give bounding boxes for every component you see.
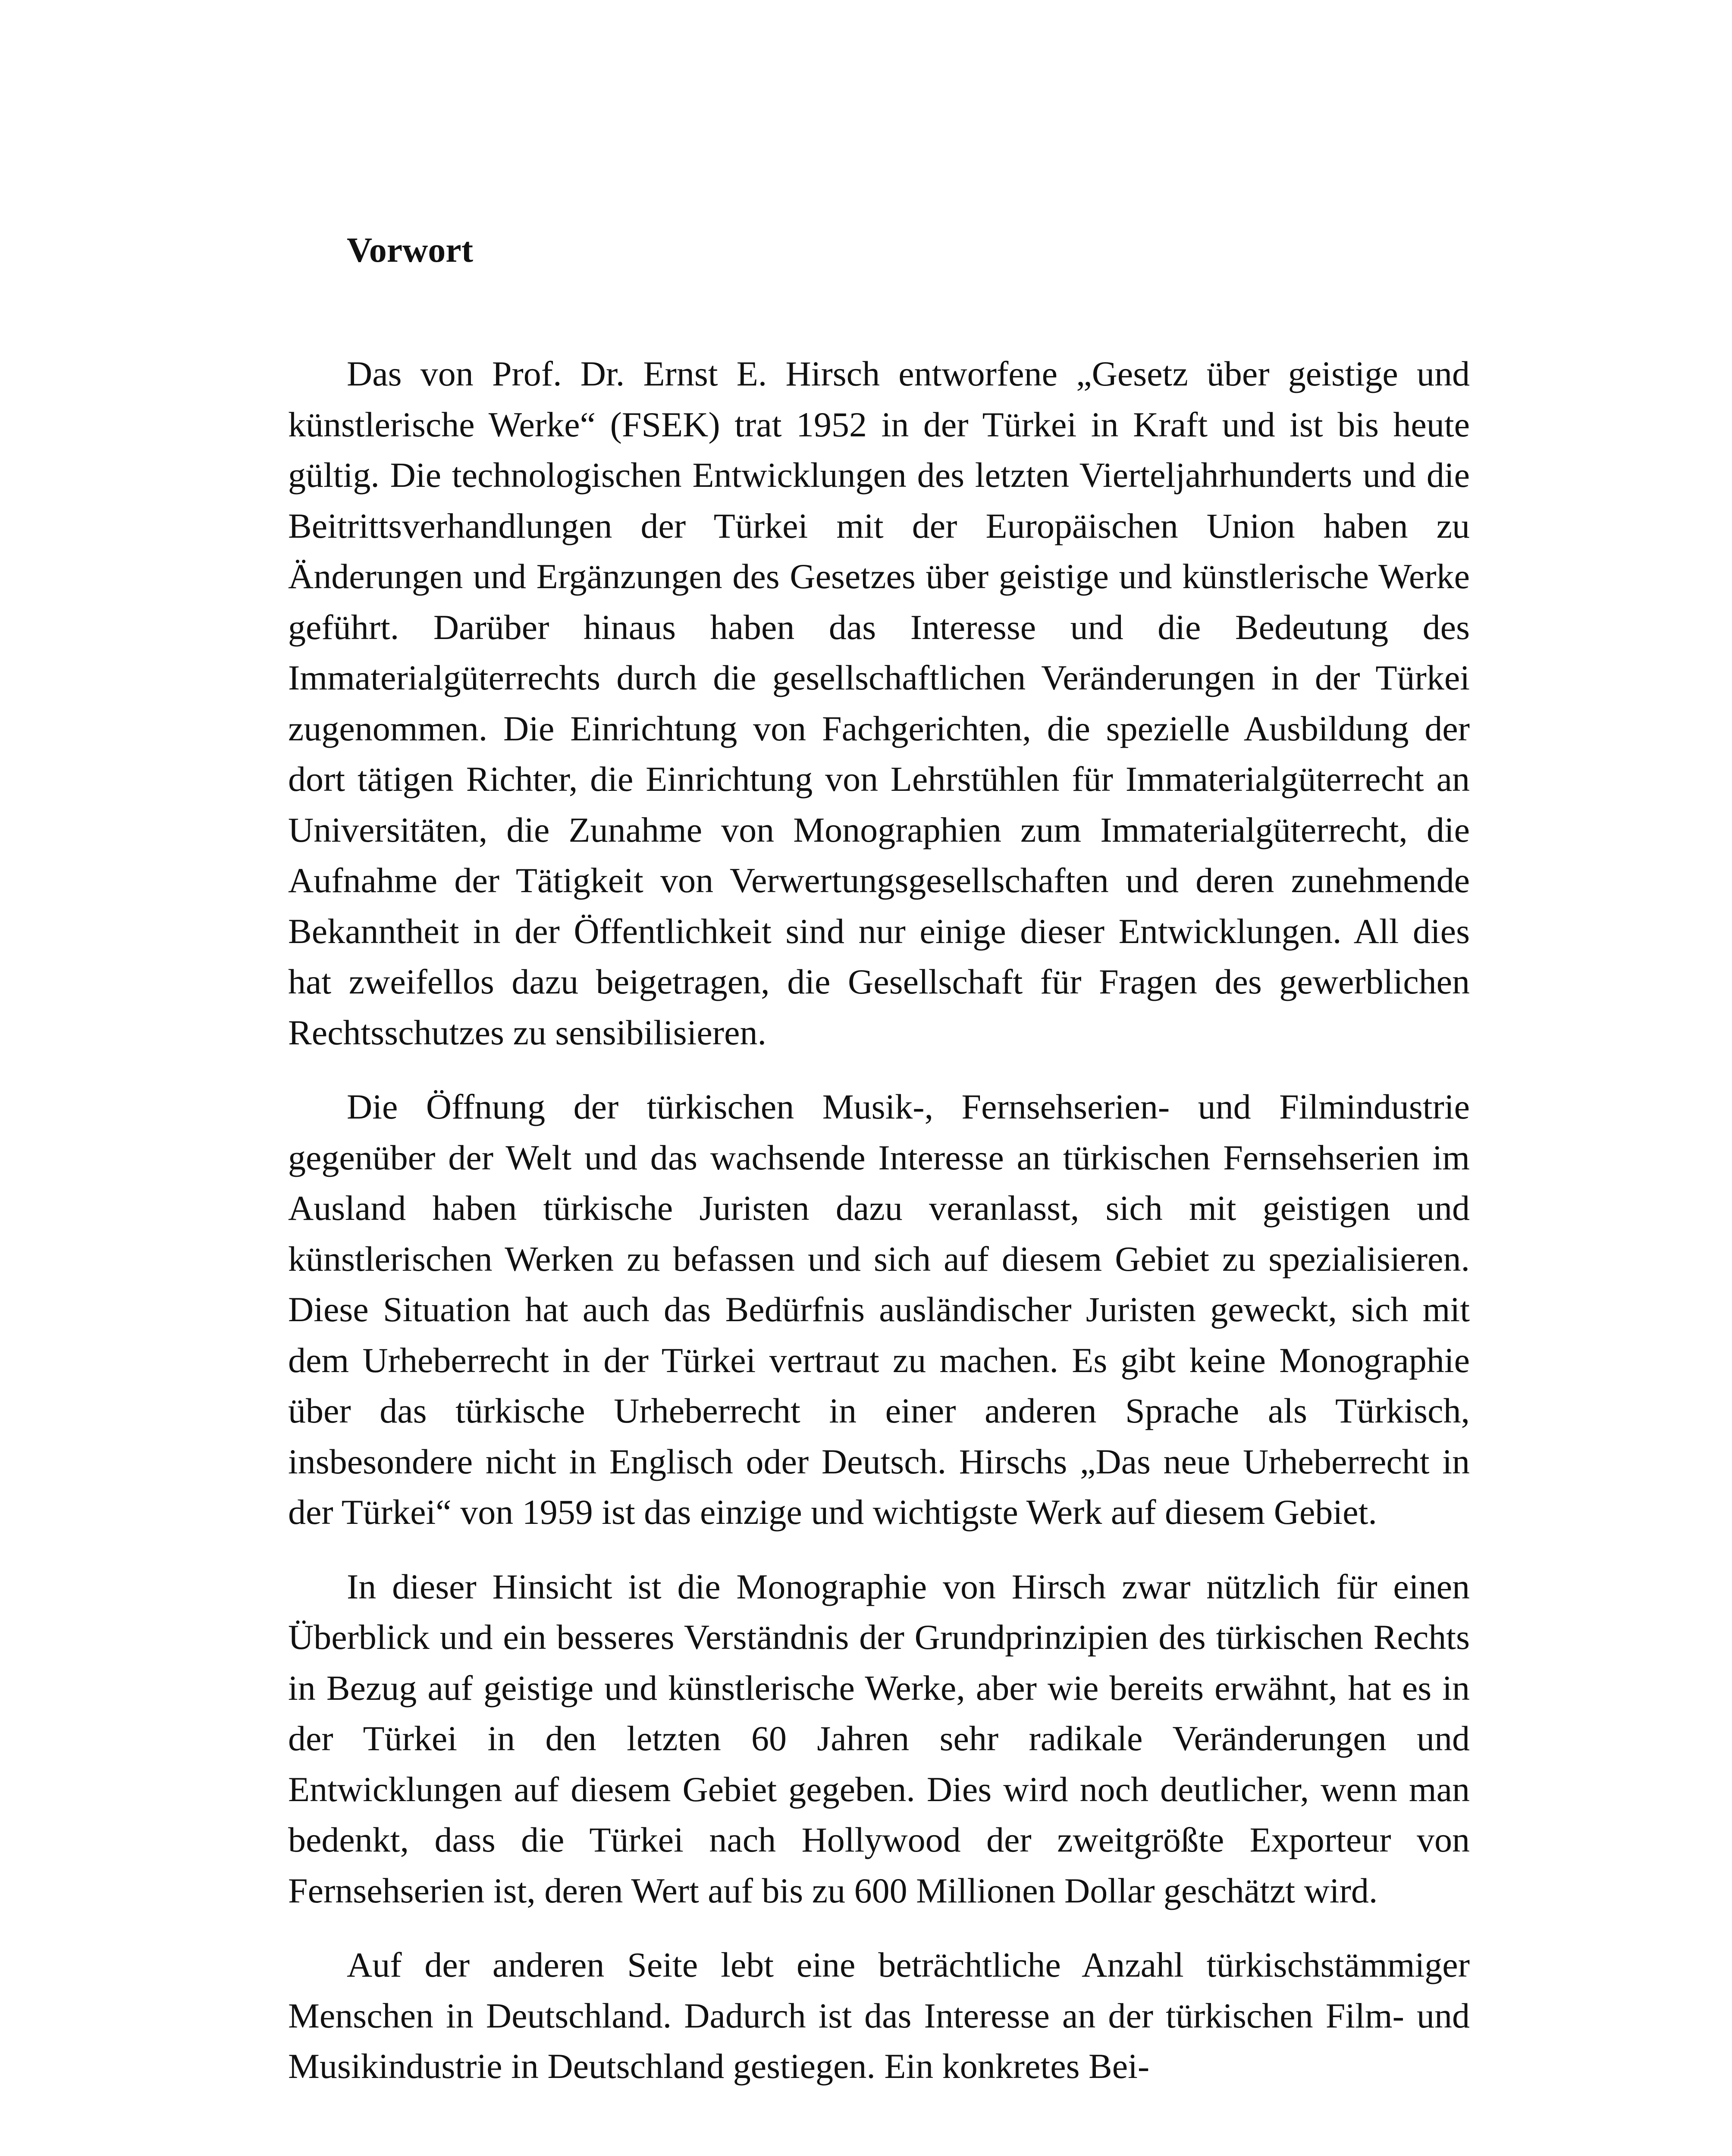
page-body [288,224,1470,2115]
paragraph-3: In dieser Hinsicht ist die Monographie von Hirsch zwar nützlich für einen Überblick und ein besseres Verständnis der Grundprinzipien des türkischen Rechts in Bezug auf geistige und künstlerische Werke, aber wie bereits erwähnt, hat es in der Türkei in den letzten 60 Jahren sehr radikale Veränderungen und Entwicklungen auf diesem Gebiet gegeben. Dies wird noch deutlicher, wenn man bedenkt, dass die Türkei nach Hollywood der zweitgrößte Exporteur von Fernsehserien ist, deren Wert auf bis zu 600 Millionen Dollar geschätzt wird. [288,1567,1470,1910]
section-heading: Vorwort [347,230,474,270]
paragraph-2: Die Öffnung der türkischen Musik-, Fernsehserien- und Filmindustrie gegenüber der Welt und das wachsende Interesse an türkischen Fernsehserien im Ausland haben türkische Juristen dazu veranlasst, sich mit geistigen und künstlerischen Werken zu befassen und sich auf diesem Gebiet zu spezialisieren. Diese Situation hat auch das Bedürfnis ausländischer Juristen geweckt, sich mit dem Urheberrecht in der Türkei vertraut zu machen. Es gibt keine Monographie über das türkische Urheberrecht in einer anderen Sprache als Türkisch, insbesondere nicht in Englisch oder Deutsch. Hirschs „Das neue Urheberrecht in der Türkei“ von 1959 ist das einzige und wichtigste Werk auf diesem Gebiet. [288,1087,1470,1532]
paragraph-4: Auf der anderen Seite lebt eine beträchtliche Anzahl türkischstämmiger Menschen in Deutschland. Dadurch ist das Interesse an der türkischen Film- und Musikindustrie in Deutschland gestiegen. Ein konkretes Bei- [288,1945,1470,2086]
paragraph-1: Das von Prof. Dr. Ernst E. Hirsch entworfene „Gesetz über geistige und künstlerische Werke“ (FSEK) trat 1952 in der Türkei in Kraft und ist bis heute gültig. Die technologischen Entwicklungen des letzten Vierteljahrhunderts und die Beitrittsverhandlungen der Türkei mit der Europäischen Union haben zu Änderungen und Ergänzungen des Gesetzes über geistige und künstlerische Werke geführt. Darüber hinaus haben das Interesse und die Bedeutung des Immaterialgüterrechts durch die gesellschaftlichen Veränderungen in der Türkei zugenommen. Die Einrichtung von Fachgerichten, die spezielle Ausbildung der dort tätigen Richter, die Einrichtung von Lehrstühlen für Immaterialgüterrecht an Universitäten, die Zunahme von Monographien zum Immaterialgüterrecht, die Aufnahme der Tätigkeit von Verwertungsgesellschaften und deren zunehmende Bekanntheit in der Öffentlichkeit sind nur einige dieser Entwicklungen. All dies hat zweifellos dazu beigetragen, die Gesellschaft für Fragen des gewerblichen Rechtsschutzes zu sensibilisieren. [288,354,1470,1052]
